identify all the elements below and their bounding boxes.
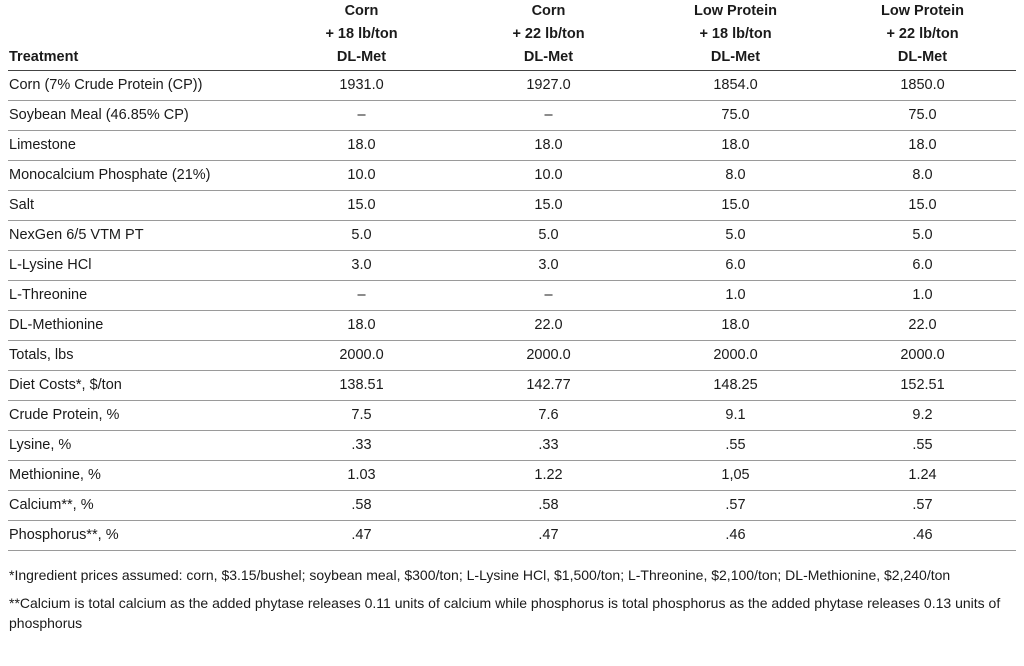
table-cell: .58 [268, 491, 455, 521]
row-label: Limestone [8, 131, 268, 161]
table-cell: 18.0 [268, 311, 455, 341]
treatment-column-header: Treatment [8, 0, 268, 71]
table-cell: 18.0 [829, 131, 1016, 161]
table-cell: 75.0 [642, 101, 829, 131]
table-cell: .46 [829, 521, 1016, 551]
table-cell: 1.0 [829, 281, 1016, 311]
table-row [8, 431, 1016, 461]
table-cell: .33 [455, 431, 642, 461]
column-header-line: Corn [344, 3, 379, 19]
table-cell: 148.25 [642, 371, 829, 401]
table-row [8, 311, 1016, 341]
column-header-line: DL-Met [336, 49, 387, 65]
table-footnotes [8, 565, 1016, 633]
table-row [8, 371, 1016, 401]
table-cell: 15.0 [268, 191, 455, 221]
column-header-line: DL-Met [523, 49, 574, 65]
table-cell: .46 [642, 521, 829, 551]
table-cell: 1.03 [268, 461, 455, 491]
table-cell: 1.24 [829, 461, 1016, 491]
row-label: DL-Methionine [8, 311, 268, 341]
table-cell: .57 [829, 491, 1016, 521]
table-cell: 152.51 [829, 371, 1016, 401]
table-cell: 1931.0 [268, 71, 455, 101]
column-header-line: + 22 lb/ton [512, 26, 585, 42]
table-cell: 2000.0 [829, 341, 1016, 371]
table-cell: 8.0 [642, 161, 829, 191]
table-cell: .33 [268, 431, 455, 461]
row-label: Totals, lbs [8, 341, 268, 371]
table-cell: 22.0 [829, 311, 1016, 341]
table-cell: 3.0 [455, 251, 642, 281]
table-cell: 15.0 [455, 191, 642, 221]
row-label: Diet Costs*, $/ton [8, 371, 268, 401]
table-cell: 18.0 [455, 131, 642, 161]
table-cell: 18.0 [268, 131, 455, 161]
table-cell: 9.1 [642, 401, 829, 431]
row-label: Crude Protein, % [8, 401, 268, 431]
column-header-low-protein-18 [642, 0, 829, 71]
table-cell: 2000.0 [268, 341, 455, 371]
column-header-line: DL-Met [710, 49, 761, 65]
table-cell: – [268, 281, 455, 311]
column-header-line: + 22 lb/ton [886, 26, 959, 42]
table-row [8, 131, 1016, 161]
table-cell: 1854.0 [642, 71, 829, 101]
table-cell: – [455, 281, 642, 311]
footnote-calcium-phosphorus: **Calcium is total calcium as the added phytase releases 0.11 units of calcium while phosphorus is total phosphorus as the added phytase releases 0.13 units of phosphorus [9, 595, 1001, 631]
table-cell: 18.0 [642, 311, 829, 341]
row-label: Methionine, % [8, 461, 268, 491]
row-label: Corn (7% Crude Protein (CP)) [8, 71, 268, 101]
table-header-row [8, 0, 1016, 71]
table-cell: .55 [829, 431, 1016, 461]
row-label: Phosphorus**, % [8, 521, 268, 551]
column-header-line: DL-Met [897, 49, 948, 65]
column-header-line: Low Protein [694, 3, 777, 19]
table-cell: 138.51 [268, 371, 455, 401]
row-label: L-Lysine HCl [8, 251, 268, 281]
table-cell: – [455, 101, 642, 131]
table-cell: 15.0 [829, 191, 1016, 221]
table-cell: 6.0 [829, 251, 1016, 281]
table-cell: 2000.0 [455, 341, 642, 371]
row-label: L-Threonine [8, 281, 268, 311]
table-row [8, 71, 1016, 101]
table-cell: 5.0 [268, 221, 455, 251]
row-label: Salt [8, 191, 268, 221]
row-label: Lysine, % [8, 431, 268, 461]
column-header-line: Corn [531, 3, 566, 19]
table-row [8, 521, 1016, 551]
table-cell: 8.0 [829, 161, 1016, 191]
table-row [8, 191, 1016, 221]
table-cell: 1.0 [642, 281, 829, 311]
column-header-corn-18 [268, 0, 455, 71]
row-label: NexGen 6/5 VTM PT [8, 221, 268, 251]
column-header-line: Low Protein [881, 3, 964, 19]
table-row [8, 461, 1016, 491]
table-row [8, 401, 1016, 431]
table-cell: 22.0 [455, 311, 642, 341]
table-cell: – [268, 101, 455, 131]
table-row [8, 251, 1016, 281]
table-cell: 6.0 [642, 251, 829, 281]
column-header-line: + 18 lb/ton [325, 26, 398, 42]
table-cell: 15.0 [642, 191, 829, 221]
row-label: Soybean Meal (46.85% CP) [8, 101, 268, 131]
table-body [8, 71, 1016, 551]
table-row [8, 221, 1016, 251]
table-cell: 7.5 [268, 401, 455, 431]
table-cell: 2000.0 [642, 341, 829, 371]
table-row [8, 491, 1016, 521]
table-cell: 5.0 [829, 221, 1016, 251]
row-label: Monocalcium Phosphate (21%) [8, 161, 268, 191]
table-cell: .47 [455, 521, 642, 551]
table-cell: .58 [455, 491, 642, 521]
table-cell: 3.0 [268, 251, 455, 281]
table-row [8, 161, 1016, 191]
table-cell: 5.0 [455, 221, 642, 251]
table-cell: 1,05 [642, 461, 829, 491]
column-header-corn-22 [455, 0, 642, 71]
table-cell: 7.6 [455, 401, 642, 431]
table-cell: 1.22 [455, 461, 642, 491]
column-header-low-protein-22 [829, 0, 1016, 71]
row-label: Calcium**, % [8, 491, 268, 521]
table-cell: 18.0 [642, 131, 829, 161]
table-cell: .57 [642, 491, 829, 521]
footnote-ingredient-prices: *Ingredient prices assumed: corn, $3.15/bushel; soybean meal, $300/ton; L-Lysine HCl, $1,500/ton; L-Threonine, $2,100/ton; DL-Methionine, $2,240/ton [9, 567, 951, 583]
table-row [8, 341, 1016, 371]
table-cell: 10.0 [455, 161, 642, 191]
diet-composition-table [8, 0, 1016, 551]
table-row [8, 101, 1016, 131]
table-cell: 75.0 [829, 101, 1016, 131]
table-cell: 142.77 [455, 371, 642, 401]
column-header-line: + 18 lb/ton [699, 26, 772, 42]
table-cell: .55 [642, 431, 829, 461]
table-cell: 1927.0 [455, 71, 642, 101]
table-cell: 1850.0 [829, 71, 1016, 101]
table-cell: 5.0 [642, 221, 829, 251]
table-cell: .47 [268, 521, 455, 551]
table-cell: 9.2 [829, 401, 1016, 431]
table-cell: 10.0 [268, 161, 455, 191]
table-row [8, 281, 1016, 311]
